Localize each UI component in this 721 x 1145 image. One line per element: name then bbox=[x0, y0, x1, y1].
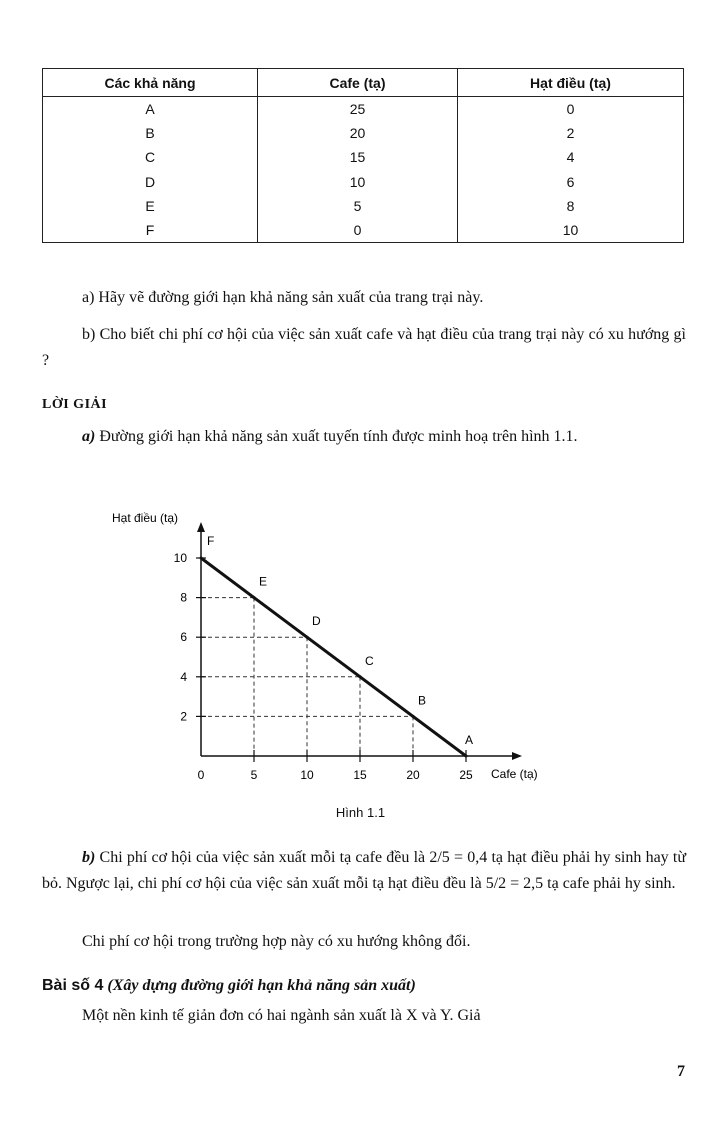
gridlines bbox=[201, 598, 413, 756]
table-cell: 8 bbox=[458, 194, 684, 218]
y-tick-label: 10 bbox=[173, 551, 187, 565]
data-point bbox=[306, 636, 309, 639]
header-cell: Cafe (tạ) bbox=[258, 69, 458, 97]
table-cell: E bbox=[43, 194, 258, 218]
table-cell: 4 bbox=[458, 145, 684, 169]
x-tick-label: 25 bbox=[459, 768, 473, 782]
table-cell: D bbox=[43, 170, 258, 194]
table-row bbox=[43, 218, 684, 243]
x-axis-arrow-icon bbox=[512, 752, 522, 760]
y-axis-arrow-icon bbox=[197, 522, 205, 532]
table-cell: C bbox=[43, 145, 258, 169]
table-cell: 5 bbox=[258, 194, 458, 218]
table-cell: B bbox=[43, 121, 258, 145]
y-tick-label: 4 bbox=[180, 669, 187, 684]
table-cell: 25 bbox=[258, 97, 458, 122]
table-cell: 2 bbox=[458, 121, 684, 145]
solution-conclusion: Chi phí cơ hội trong trường hợp này có xu hướng không đổi. bbox=[82, 933, 471, 950]
solution-a-paragraph bbox=[42, 424, 686, 450]
table-cell: 0 bbox=[258, 218, 458, 243]
table-cell: F bbox=[43, 218, 258, 243]
solution-heading: LỜI GIẢI bbox=[42, 397, 108, 412]
exercise-heading bbox=[42, 973, 686, 999]
y-tick-label: 6 bbox=[180, 630, 187, 645]
data-point bbox=[412, 715, 415, 718]
y-axis-label: Hạt điều (tạ) bbox=[112, 511, 179, 525]
point-label: C bbox=[365, 653, 374, 668]
table-row bbox=[43, 121, 684, 145]
point-labels bbox=[200, 534, 474, 758]
data-point bbox=[359, 675, 362, 678]
table-header-row bbox=[43, 69, 684, 97]
exercise-title: Bài số 4 bbox=[42, 977, 104, 994]
header-cell: Hạt điều (tạ) bbox=[458, 69, 684, 97]
table-cell: A bbox=[43, 97, 258, 122]
point-label: B bbox=[418, 693, 427, 708]
data-point bbox=[465, 755, 468, 758]
exercise-subtitle: (Xây dựng đường giới hạn khả năng sản xuất) bbox=[107, 977, 416, 994]
solution-b-label: b) bbox=[82, 849, 96, 866]
point-label: A bbox=[465, 733, 474, 747]
question-a: a) Hãy vẽ đường giới hạn khả năng sản xuất của trang trại này. bbox=[82, 289, 484, 306]
data-table bbox=[42, 68, 684, 243]
axis-ticks bbox=[174, 551, 473, 782]
y-tick-label: 2 bbox=[180, 709, 187, 724]
ppf-line bbox=[201, 558, 466, 756]
x-tick-label: 0 bbox=[197, 768, 205, 782]
data-point bbox=[253, 596, 256, 599]
page-number: 7 bbox=[677, 1063, 685, 1080]
y-tick-label: 8 bbox=[180, 590, 187, 605]
exercise-text: Một nền kinh tế giản đơn có hai ngành sản xuất là X và Y. Giả bbox=[82, 1007, 481, 1024]
solution-b-text: Chi phí cơ hội của việc sản xuất mỗi tạ cafe đều là 2/5 = 0,4 tạ hạt điều phải hy sinh hay từ bỏ. Ngược lại, chi phí cơ hội của việc sản xuất mỗi tạ hạt điều đều là 5/2 = 2,5 tạ cafe phải hy sinh. bbox=[42, 849, 687, 892]
table-row bbox=[43, 145, 684, 169]
point-label: F bbox=[207, 534, 215, 548]
table-cell: 20 bbox=[258, 121, 458, 145]
table-cell: 10 bbox=[458, 218, 684, 243]
table-cell: 15 bbox=[258, 145, 458, 169]
x-tick-label: 10 bbox=[300, 768, 314, 782]
table-row bbox=[43, 194, 684, 218]
point-label: D bbox=[312, 614, 321, 629]
question-b: b) Cho biết chi phí cơ hội của việc sản xuất cafe và hạt điều của trang trại này có xu hướng gì ? bbox=[42, 326, 686, 369]
table-row bbox=[43, 97, 684, 122]
solution-a-label: a) bbox=[82, 428, 96, 445]
ppf-chart bbox=[100, 500, 570, 790]
table-cell: 10 bbox=[258, 170, 458, 194]
solution-b-paragraph bbox=[42, 845, 686, 897]
table-cell: 6 bbox=[458, 170, 684, 194]
table-row bbox=[43, 170, 684, 194]
x-tick-label: 5 bbox=[250, 768, 258, 782]
figure-caption: Hình 1.1 bbox=[335, 805, 386, 820]
x-tick-label: 20 bbox=[406, 768, 420, 782]
x-axis-label: Cafe (tạ) bbox=[491, 767, 538, 781]
x-tick-label: 15 bbox=[353, 768, 367, 782]
header-cell: Các khả năng bbox=[43, 69, 258, 97]
data-point bbox=[200, 557, 203, 560]
table-cell: 0 bbox=[458, 97, 684, 122]
solution-a-text: Đường giới hạn khả năng sản xuất tuyến tính được minh hoạ trên hình 1.1. bbox=[99, 428, 578, 445]
point-label: E bbox=[259, 574, 268, 589]
